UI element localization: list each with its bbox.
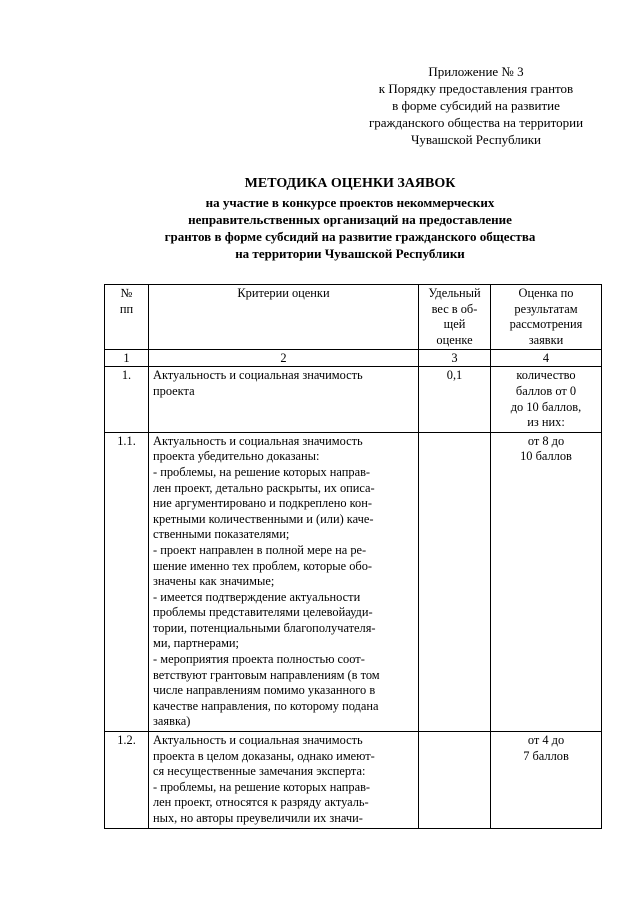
table-body [105,367,602,828]
criteria-line: проекта [153,383,195,398]
table-row [105,432,602,731]
row-score [491,732,602,829]
column-number: 1 [105,350,149,367]
criteria-line: ми, партнерами; [153,636,239,651]
appendix-line: в форме субсидий на развитие [392,98,560,113]
criteria-line: - проблемы, на решение которых направ- [153,464,371,479]
criteria-line: - имеется подтверждение актуальности [153,589,361,604]
criteria-line: проекта убедительно доказаны: [153,449,320,464]
criteria-line: - проблемы, на решение которых направ- [153,779,371,794]
header-text: оценке [436,332,473,347]
criteria-line: числе направлениям помимо указанного в [153,683,376,698]
header-row [105,285,602,350]
score-line: 10 баллов [520,449,572,464]
criteria-line: ственными показателями; [153,527,290,542]
row-score [491,432,602,731]
criteria-line: лен проект, относятся к разряду актуаль- [153,795,369,810]
header-text: результатам [514,301,578,316]
header-text: Оценка по [518,286,574,300]
appendix-line: гражданского общества на территории [368,115,584,130]
criteria-line: заявка) [153,714,191,729]
row-criteria [149,367,419,432]
header-criteria [149,285,419,350]
criteria-line: проблемы представителями целевойауди- [153,605,373,620]
document-title [100,175,600,262]
score-line: из них: [527,415,565,430]
row-number: 1.2. [105,732,149,829]
score-line: от 8 до [527,433,565,448]
row-weight [419,432,491,731]
header-score [491,285,602,350]
appendix-line: Приложение № 3 [428,64,524,79]
table-row [105,732,602,829]
criteria-line: Актуальность и социальная значимость [153,368,363,383]
header-text: рассмотрения [509,317,583,332]
appendix-line: к Порядку предоставления грантов [378,81,574,96]
header-text: № [120,286,133,300]
header-text: Критерии оценки [237,286,330,300]
title-line: грантов в форме субсидий на развитие гражданского общества [164,229,536,244]
score-line: 7 баллов [523,748,569,763]
criteria-line: проекта в целом доказаны, однако имеют- [153,748,375,763]
title-line: на территории Чувашской Республики [235,246,465,261]
score-line: до 10 баллов, [510,399,582,414]
criteria-line: качестве направления, по которому подана [153,698,379,713]
title-line: на участие в конкурсе проектов некоммерческих [205,195,495,210]
column-number: 3 [419,350,491,367]
column-number: 2 [149,350,419,367]
row-criteria [149,732,419,829]
row-number: 1. [105,367,149,432]
row-criteria [149,432,419,731]
title-main: МЕТОДИКА ОЦЕНКИ ЗАЯВОК [244,176,456,191]
criteria-line: кретными количественными и (или) каче- [153,511,374,526]
criteria-line: ние аргументировано и подкреплено кон- [153,496,372,511]
header-text: Удельный [428,286,481,300]
criteria-line: шение именно тех проблем, которые обо- [153,558,373,573]
criteria-line: ветствуют грантовым направлениям (в том [153,667,380,682]
column-number-row [105,350,602,367]
criteria-line: Актуальность и социальная значимость [153,433,363,448]
criteria-table [104,284,602,829]
header-text: щей [443,317,466,332]
header-number [105,285,149,350]
criteria-line: ных, но авторы преувеличили их значи- [153,811,363,825]
score-line: от 4 до [527,733,565,748]
table-row [105,367,602,432]
score-line: количество [516,368,576,383]
header-text: пп [119,301,134,316]
criteria-line: ся несущественные замечания эксперта: [153,764,366,779]
row-number: 1.1. [105,432,149,731]
row-score [491,367,602,432]
row-weight: 0,1 [419,367,491,432]
title-line: неправительственных организаций на предоставление [188,212,512,227]
row-weight [419,732,491,829]
criteria-line: - проект направлен в полной мере на ре- [153,542,367,557]
header-text: вес в об- [431,301,478,316]
criteria-line: лен проект, детально раскрыты, их описа- [153,480,375,495]
column-number: 4 [491,350,602,367]
criteria-line: - мероприятия проекта полностью соот- [153,652,365,667]
criteria-line: значены как значимые; [153,574,275,589]
score-line: баллов от 0 [515,383,577,398]
criteria-line: тории, потенциальными благополучателя- [153,620,376,635]
appendix-line: Чувашской Республики [410,132,542,147]
criteria-line: Актуальность и социальная значимость [153,733,363,748]
appendix-header [352,63,600,148]
header-text: заявки [528,332,564,347]
header-weight [419,285,491,350]
